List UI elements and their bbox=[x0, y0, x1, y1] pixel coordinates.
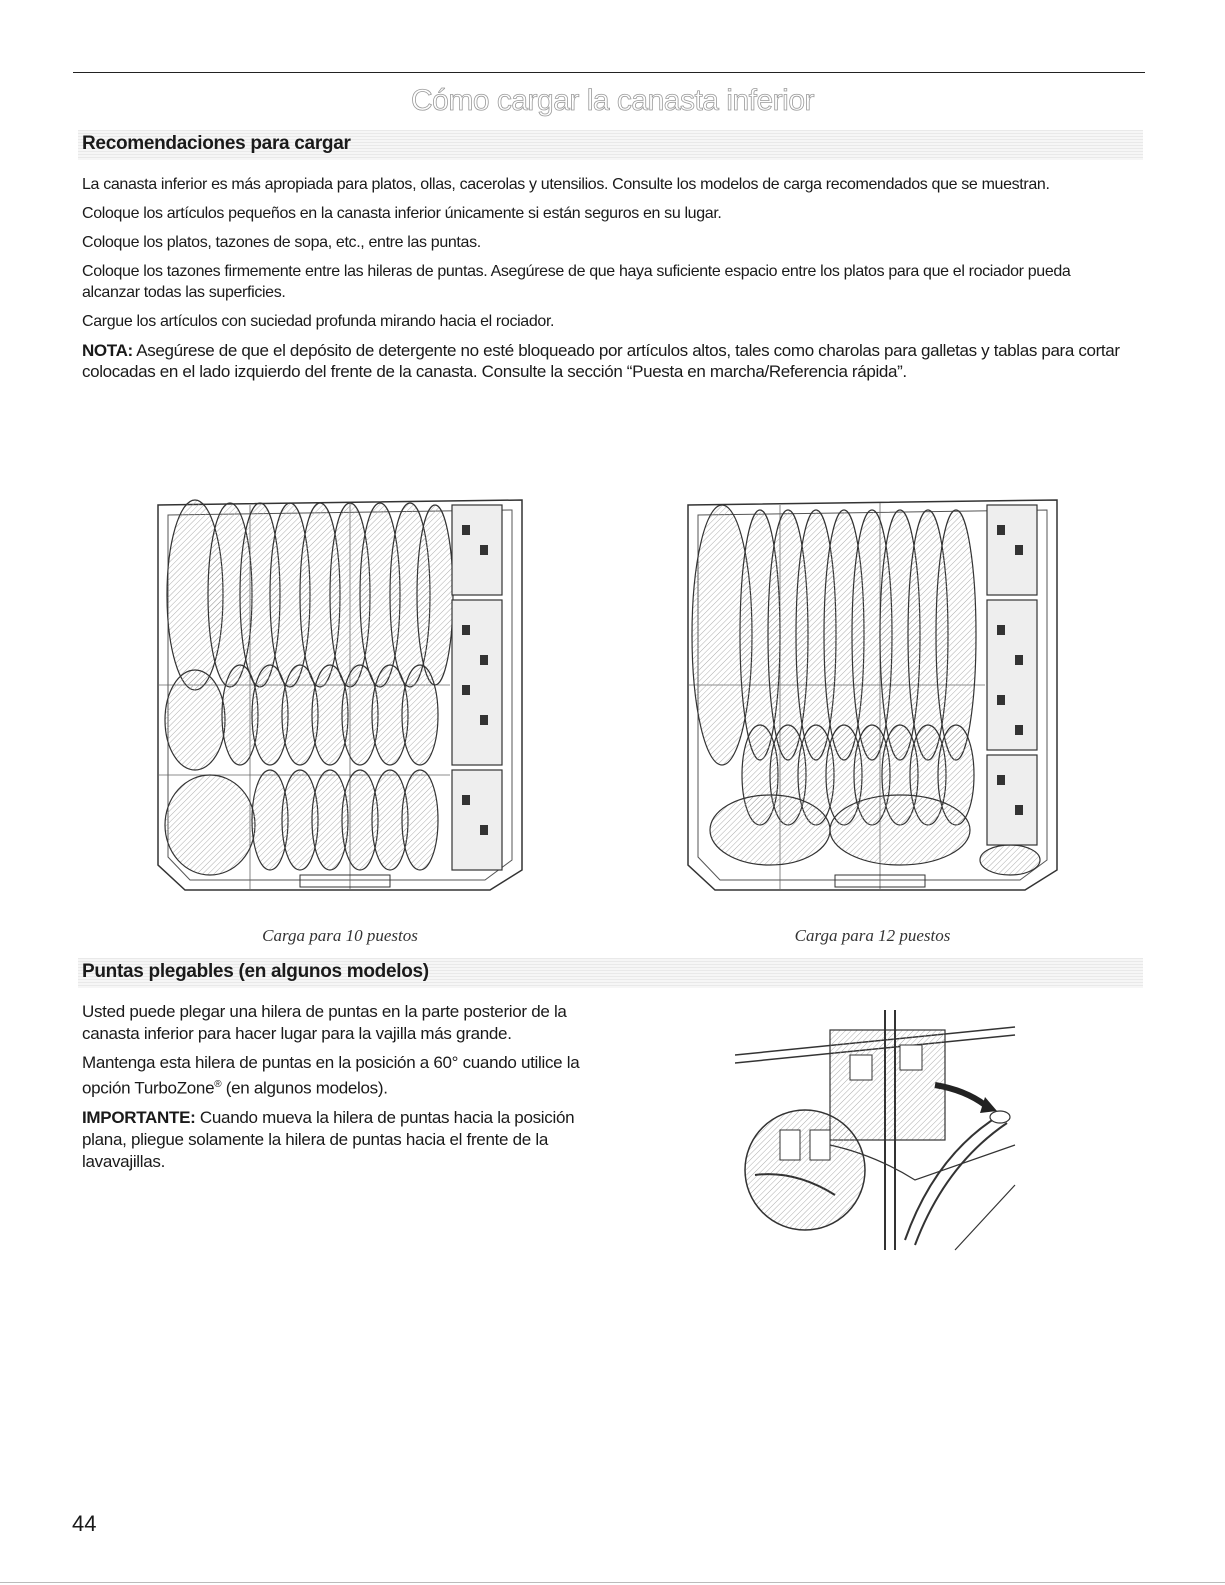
recommendations-body bbox=[82, 174, 1122, 390]
section-heading-bar bbox=[78, 130, 1143, 160]
note-paragraph bbox=[82, 340, 1122, 382]
section-heading-folding-tines: Puntas plegables (en algunos modelos) bbox=[82, 961, 429, 982]
registered-mark: ® bbox=[214, 1079, 222, 1090]
page-number: 44 bbox=[72, 1511, 97, 1536]
paragraph: Usted puede plegar una hilera de puntas en la parte posterior de la canasta inferior para hacer lugar para la vajilla más grande. bbox=[82, 1002, 567, 1043]
rack-illustration-10-place bbox=[150, 485, 530, 905]
section-heading-bar bbox=[78, 958, 1143, 988]
section-heading-recommendations: Recomendaciones para cargar bbox=[82, 133, 351, 154]
p2-text-end: (en algunos modelos). bbox=[221, 1078, 388, 1098]
paragraph: La canasta inferior es más apropiada para platos, ollas, cacerolas y utensilios. Consulte los modelos de carga recomendados que se muestran. bbox=[82, 176, 1050, 193]
page-title: Cómo cargar la canasta inferior bbox=[410, 84, 815, 117]
top-rule bbox=[73, 72, 1145, 73]
caption-12-place: Carga para 12 puestos bbox=[794, 926, 951, 945]
folding-tines-illustration bbox=[735, 1005, 1020, 1255]
paragraph: Coloque los tazones firmemente entre las hileras de puntas. Asegúrese de que haya suficiente espacio entre los platos para que el rociador pueda alcanzar todas las superficies. bbox=[82, 263, 1071, 301]
rack-illustration-12-place bbox=[680, 485, 1065, 905]
paragraph bbox=[82, 1052, 602, 1100]
important-paragraph bbox=[82, 1107, 602, 1173]
bottom-rule bbox=[0, 1582, 1225, 1583]
caption-10-place: Carga para 10 puestos bbox=[262, 926, 418, 945]
folding-tines-body bbox=[82, 1001, 602, 1180]
paragraph: Cargue los artículos con suciedad profunda mirando hacia el rociador. bbox=[82, 313, 555, 330]
paragraph: Coloque los artículos pequeños en la canasta inferior únicamente si están seguros en su lugar. bbox=[82, 205, 722, 222]
important-label: IMPORTANTE: bbox=[82, 1107, 196, 1127]
paragraph: Coloque los platos, tazones de sopa, etc., entre las puntas. bbox=[82, 234, 481, 251]
important-text: Cuando mueva la hilera de puntas hacia la posición plana, pliegue solamente la hilera de puntas hacia el frente de la lavavajillas. bbox=[82, 1107, 575, 1171]
p2-text: Mantenga esta hilera de puntas en la posición a 60° cuando utilice la opción TurboZone bbox=[82, 1053, 580, 1098]
note-label: NOTA: bbox=[82, 341, 133, 360]
note-text: Asegúrese de que el depósito de detergente no esté bloqueado por artículos altos, tales como charolas para galletas y tablas para cortar colocadas en el lado izquierdo del frente de la canasta. Consulte la sección “Puesta en marcha/Referencia rápida”. bbox=[82, 341, 1120, 381]
